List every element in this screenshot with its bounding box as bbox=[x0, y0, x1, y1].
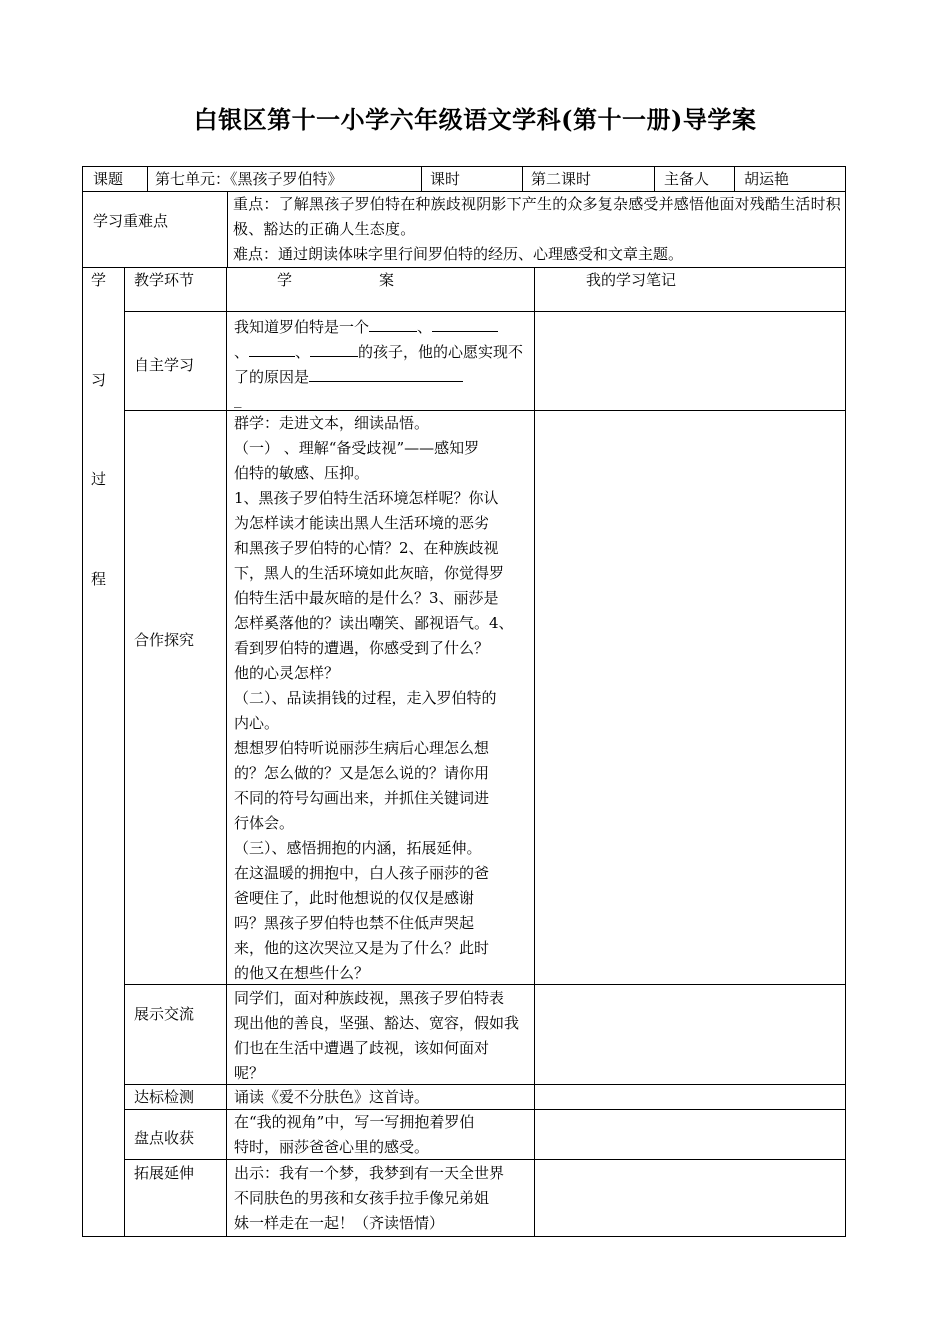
text-line: 看到罗伯特的遭遇，你感受到了什么？ bbox=[234, 639, 490, 657]
stage-self-study: 自主学习 bbox=[134, 356, 195, 374]
text-line: 怎样奚落他的？读出嘲笑、鄙视语气。4、 bbox=[234, 614, 514, 632]
preparer-value: 胡运艳 bbox=[744, 170, 790, 188]
text-line: 的？怎么做的？又是怎么说的？请你用 bbox=[234, 764, 490, 782]
col-stage-header: 教学环节 bbox=[134, 271, 195, 289]
text-line: 爸哽住了，此时他想说的仅仅是感谢 bbox=[234, 889, 475, 907]
col-notes-header: 我的学习笔记 bbox=[586, 271, 677, 289]
col-plan-header-1: 学 bbox=[277, 271, 293, 289]
topic-value: 第七单元：《黑孩子罗伯特》 bbox=[155, 170, 343, 188]
side-label-char: 程 bbox=[91, 570, 107, 588]
text-line: 呢？ bbox=[234, 1064, 265, 1082]
stage-check: 达标检测 bbox=[134, 1088, 195, 1106]
stage-cooperation: 合作探究 bbox=[134, 631, 195, 649]
col-plan-header-2: 案 bbox=[379, 271, 395, 289]
text-line: 内心。 bbox=[234, 714, 280, 732]
text-line: 来，他的这次哭泣又是为了什么？此时 bbox=[234, 939, 490, 957]
text-line: 的他又在想些什么？ bbox=[234, 964, 370, 982]
topic-label: 课题 bbox=[93, 170, 124, 188]
text-line: 出示：我有一个梦，我梦到有一天全世界 bbox=[234, 1164, 505, 1182]
text-line: 为怎样读才能读出黑人生活环境的恶劣 bbox=[234, 514, 490, 532]
study-guide-table bbox=[82, 166, 846, 1237]
self-study-line: 我知道罗伯特是一个 、 bbox=[234, 313, 498, 340]
self-study-line: _ bbox=[234, 390, 242, 408]
side-label-char: 学 bbox=[91, 271, 107, 289]
text-line: 他的心灵怎样？ bbox=[234, 664, 340, 682]
text-line: 特时，丽莎爸爸心里的感受。 bbox=[234, 1138, 430, 1156]
text-line: 行体会。 bbox=[234, 814, 295, 832]
text-line: 在这温暖的拥抱中，白人孩子丽莎的爸 bbox=[234, 864, 490, 882]
text-line: 吗？黑孩子罗伯特也禁不住低声哭起 bbox=[234, 914, 475, 932]
self-study-line: 了的原因是 bbox=[234, 363, 463, 390]
stage-extension: 拓展延伸 bbox=[134, 1164, 195, 1182]
text-line: 群学：走进文本，细读品悟。 bbox=[234, 414, 430, 432]
key-points-difficulty: 难点：通过朗读体味字里行间罗伯特的经历、心理感受和文章主题。 bbox=[233, 245, 684, 263]
text-line: （三）、感悟拥抱的内涵，拓展延伸。 bbox=[234, 839, 482, 857]
text-line: （二）、品读捐钱的过程，走入罗伯特的 bbox=[234, 689, 497, 707]
period-value: 第二课时 bbox=[531, 170, 592, 188]
text-line: 同学们，面对种族歧视，黑孩子罗伯特表 bbox=[234, 989, 505, 1007]
text-line: 伯特生活中最灰暗的是什么？3、丽莎是 bbox=[234, 589, 499, 607]
text-line: 们也在生活中遭遇了歧视，该如何面对 bbox=[234, 1039, 490, 1057]
text-line: 妹一样走在一起！（齐读悟情） bbox=[234, 1214, 445, 1232]
text-line: 下，黑人的生活环境如此灰暗，你觉得罗 bbox=[234, 564, 505, 582]
text-line: 想想罗伯特听说丽莎生病后心理怎么想 bbox=[234, 739, 490, 757]
text-line: 诵读《爱不分肤色》这首诗。 bbox=[234, 1088, 430, 1106]
self-study-line: 、 、 的孩子，他的心愿实现不 bbox=[234, 338, 523, 365]
text-line: 现出他的善良，坚强、豁达、宽容，假如我 bbox=[234, 1014, 520, 1032]
stage-harvest: 盘点收获 bbox=[134, 1129, 195, 1147]
text-line: 伯特的敏感、压抑。 bbox=[234, 464, 370, 482]
page-title: 白银区第十一小学六年级语文学科(第十一册)导学案 bbox=[193, 105, 757, 134]
text-line: 不同的符号勾画出来，并抓住关键词进 bbox=[234, 789, 490, 807]
side-label-char: 过 bbox=[91, 470, 107, 488]
preparer-label: 主备人 bbox=[664, 170, 710, 188]
stage-presentation: 展示交流 bbox=[134, 1005, 195, 1023]
key-points-focus: 重点：了解黑孩子罗伯特在种族歧视阴影下产生的众多复杂感受并感悟他面对残酷生活时积极、豁达的正确人生态度。 bbox=[233, 195, 842, 238]
text-line: 1、黑孩子罗伯特生活环境怎样呢？你认 bbox=[234, 489, 499, 507]
text-line: （一） 、理解“备受歧视”——感知罗 bbox=[234, 439, 480, 457]
text-line: 在“我的视角”中，写一写拥抱着罗伯 bbox=[234, 1113, 475, 1131]
text-line: 不同肤色的男孩和女孩手拉手像兄弟姐 bbox=[234, 1189, 490, 1207]
side-label-char: 习 bbox=[91, 371, 107, 389]
text-line: 和黑孩子罗伯特的心情？2、在种族歧视 bbox=[234, 539, 499, 557]
key-points-label: 学习重难点 bbox=[93, 212, 169, 230]
period-label: 课时 bbox=[430, 170, 461, 188]
